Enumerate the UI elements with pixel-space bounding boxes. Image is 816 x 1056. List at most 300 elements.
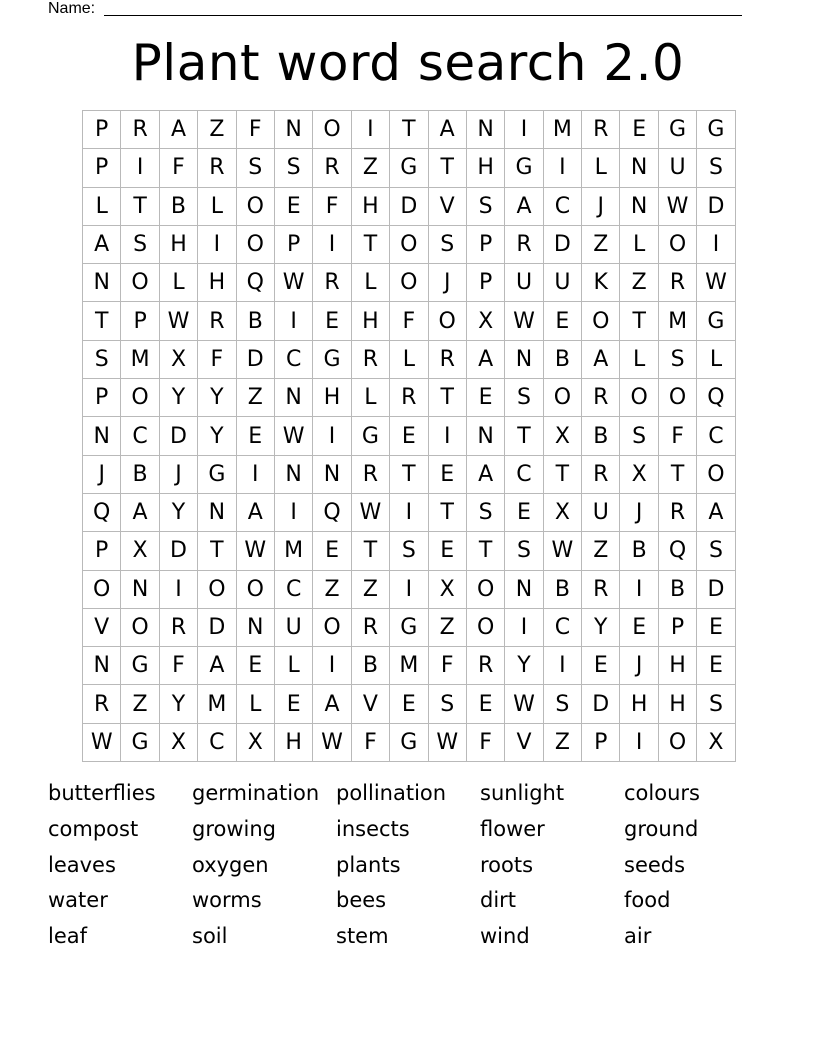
grid-cell[interactable]: G <box>121 724 159 762</box>
grid-cell[interactable]: R <box>659 264 697 302</box>
grid-cell[interactable]: I <box>198 226 236 264</box>
grid-cell[interactable]: H <box>352 302 390 340</box>
grid-cell[interactable]: M <box>390 647 428 685</box>
grid-cell[interactable]: T <box>659 456 697 494</box>
grid-cell[interactable]: X <box>620 456 658 494</box>
grid-cell[interactable]: T <box>544 456 582 494</box>
grid-cell[interactable]: W <box>505 302 543 340</box>
grid-cell[interactable]: F <box>659 417 697 455</box>
grid-cell[interactable]: I <box>275 302 313 340</box>
grid-cell[interactable]: R <box>582 111 620 149</box>
grid-cell[interactable]: D <box>697 571 735 609</box>
grid-cell[interactable]: R <box>198 149 236 187</box>
grid-cell[interactable]: P <box>467 226 505 264</box>
grid-cell[interactable]: W <box>275 264 313 302</box>
grid-cell[interactable]: I <box>390 494 428 532</box>
grid-cell[interactable]: Z <box>352 149 390 187</box>
grid-cell[interactable]: G <box>390 724 428 762</box>
grid-cell[interactable]: R <box>582 456 620 494</box>
grid-cell[interactable]: J <box>429 264 467 302</box>
grid-cell[interactable]: R <box>352 341 390 379</box>
grid-cell[interactable]: W <box>544 532 582 570</box>
grid-cell[interactable]: W <box>429 724 467 762</box>
grid-cell[interactable]: N <box>620 149 658 187</box>
grid-cell[interactable]: D <box>160 532 198 570</box>
word-list-item: stem <box>336 924 389 949</box>
grid-cell[interactable]: N <box>275 111 313 149</box>
grid-cell[interactable]: D <box>198 609 236 647</box>
grid-cell[interactable]: Z <box>121 685 159 723</box>
grid-cell[interactable]: E <box>544 302 582 340</box>
grid-cell[interactable]: I <box>121 149 159 187</box>
grid-cell[interactable]: B <box>121 456 159 494</box>
grid-cell[interactable]: X <box>544 494 582 532</box>
grid-cell[interactable]: I <box>237 456 275 494</box>
grid-cell[interactable]: E <box>313 302 351 340</box>
grid-cell[interactable]: E <box>467 685 505 723</box>
grid-cell[interactable]: E <box>237 417 275 455</box>
grid-cell[interactable]: E <box>237 647 275 685</box>
grid-cell[interactable]: A <box>121 494 159 532</box>
grid-cell[interactable]: R <box>505 226 543 264</box>
grid-cell[interactable]: S <box>237 149 275 187</box>
grid-cell[interactable]: C <box>198 724 236 762</box>
grid-cell[interactable]: F <box>429 647 467 685</box>
grid-cell[interactable]: F <box>313 188 351 226</box>
grid-cell[interactable]: O <box>313 111 351 149</box>
grid-cell[interactable]: Y <box>198 417 236 455</box>
grid-cell[interactable]: T <box>429 494 467 532</box>
grid-cell[interactable]: R <box>659 494 697 532</box>
grid-cell[interactable]: E <box>697 647 735 685</box>
grid-cell[interactable]: T <box>429 379 467 417</box>
grid-cell[interactable]: I <box>505 609 543 647</box>
grid-cell[interactable]: G <box>697 111 735 149</box>
grid-cell[interactable]: C <box>697 417 735 455</box>
grid-cell[interactable]: V <box>429 188 467 226</box>
grid-cell[interactable]: O <box>697 456 735 494</box>
grid-cell[interactable]: I <box>620 724 658 762</box>
grid-cell[interactable]: Y <box>505 647 543 685</box>
grid-cell[interactable]: Q <box>659 532 697 570</box>
grid-cell[interactable]: Z <box>198 111 236 149</box>
grid-cell[interactable]: D <box>544 226 582 264</box>
grid-cell[interactable]: E <box>467 379 505 417</box>
grid-cell[interactable]: I <box>697 226 735 264</box>
grid-cell[interactable]: S <box>429 685 467 723</box>
grid-cell[interactable]: S <box>544 685 582 723</box>
grid-cell[interactable]: E <box>697 609 735 647</box>
grid-cell[interactable]: Q <box>237 264 275 302</box>
grid-cell[interactable]: S <box>620 417 658 455</box>
grid-cell[interactable]: B <box>659 571 697 609</box>
grid-cell[interactable]: Z <box>544 724 582 762</box>
grid-cell[interactable]: N <box>83 417 121 455</box>
grid-cell[interactable]: W <box>352 494 390 532</box>
grid-cell[interactable]: S <box>390 532 428 570</box>
grid-cell[interactable]: F <box>467 724 505 762</box>
grid-cell[interactable]: X <box>121 532 159 570</box>
grid-cell[interactable]: L <box>620 226 658 264</box>
grid-cell[interactable]: B <box>620 532 658 570</box>
grid-cell[interactable]: A <box>237 494 275 532</box>
grid-cell[interactable]: O <box>237 188 275 226</box>
grid-cell[interactable]: W <box>505 685 543 723</box>
grid-cell[interactable]: Z <box>429 609 467 647</box>
grid-cell[interactable]: T <box>390 111 428 149</box>
grid-cell[interactable]: M <box>544 111 582 149</box>
grid-cell[interactable]: E <box>582 647 620 685</box>
grid-cell[interactable]: D <box>160 417 198 455</box>
grid-cell[interactable]: L <box>352 379 390 417</box>
grid-cell[interactable]: H <box>160 226 198 264</box>
grid-cell[interactable]: H <box>620 685 658 723</box>
grid-cell[interactable]: R <box>313 149 351 187</box>
grid-cell[interactable]: G <box>697 302 735 340</box>
grid-cell[interactable]: Z <box>582 532 620 570</box>
grid-cell[interactable]: J <box>160 456 198 494</box>
grid-cell[interactable]: G <box>390 609 428 647</box>
grid-cell[interactable]: N <box>467 417 505 455</box>
grid-cell[interactable]: G <box>313 341 351 379</box>
grid-cell[interactable]: W <box>659 188 697 226</box>
grid-cell[interactable]: I <box>313 417 351 455</box>
grid-cell[interactable]: O <box>659 226 697 264</box>
grid-cell[interactable]: M <box>198 685 236 723</box>
grid-cell[interactable]: V <box>352 685 390 723</box>
grid-cell[interactable]: O <box>544 379 582 417</box>
grid-cell[interactable]: N <box>83 647 121 685</box>
letter-grid <box>82 110 736 762</box>
grid-cell[interactable]: Z <box>237 379 275 417</box>
grid-cell[interactable]: U <box>582 494 620 532</box>
grid-cell[interactable]: A <box>582 341 620 379</box>
grid-cell[interactable]: E <box>275 685 313 723</box>
grid-cell[interactable]: S <box>275 149 313 187</box>
grid-cell[interactable]: T <box>352 532 390 570</box>
grid-cell[interactable]: L <box>275 647 313 685</box>
grid-cell[interactable]: T <box>505 417 543 455</box>
grid-cell[interactable]: R <box>352 456 390 494</box>
grid-cell[interactable]: Y <box>160 685 198 723</box>
grid-cell[interactable]: O <box>659 379 697 417</box>
word-list-item: roots <box>480 852 534 877</box>
grid-cell[interactable]: F <box>160 647 198 685</box>
grid-cell[interactable]: T <box>467 532 505 570</box>
grid-cell[interactable]: Q <box>697 379 735 417</box>
grid-cell[interactable]: T <box>198 532 236 570</box>
grid-cell[interactable]: S <box>83 341 121 379</box>
grid-cell[interactable]: O <box>121 379 159 417</box>
grid-cell[interactable]: C <box>544 609 582 647</box>
grid-cell[interactable]: P <box>83 532 121 570</box>
grid-cell[interactable]: E <box>620 609 658 647</box>
grid-cell[interactable]: R <box>83 685 121 723</box>
grid-cell[interactable]: W <box>83 724 121 762</box>
grid-cell[interactable]: N <box>121 571 159 609</box>
grid-cell[interactable]: X <box>544 417 582 455</box>
word-list-item: food <box>624 888 671 913</box>
grid-cell[interactable]: I <box>620 571 658 609</box>
grid-cell[interactable]: E <box>505 494 543 532</box>
grid-cell[interactable]: I <box>429 417 467 455</box>
grid-cell[interactable]: Z <box>352 571 390 609</box>
grid-cell[interactable]: S <box>505 532 543 570</box>
grid-cell[interactable]: E <box>390 685 428 723</box>
grid-cell[interactable]: C <box>544 188 582 226</box>
grid-cell[interactable]: W <box>313 724 351 762</box>
grid-cell[interactable]: M <box>121 341 159 379</box>
grid-cell[interactable]: P <box>659 609 697 647</box>
grid-cell[interactable]: G <box>505 149 543 187</box>
grid-cell[interactable]: D <box>582 685 620 723</box>
grid-cell[interactable]: C <box>505 456 543 494</box>
grid-cell[interactable]: P <box>467 264 505 302</box>
grid-cell[interactable]: T <box>83 302 121 340</box>
grid-cell[interactable]: Q <box>83 494 121 532</box>
grid-cell[interactable]: L <box>697 341 735 379</box>
grid-cell[interactable]: I <box>275 494 313 532</box>
grid-cell[interactable]: O <box>198 571 236 609</box>
grid-cell[interactable]: H <box>467 149 505 187</box>
grid-cell[interactable]: I <box>313 226 351 264</box>
grid-cell[interactable]: P <box>83 111 121 149</box>
grid-cell[interactable]: M <box>659 302 697 340</box>
grid-cell[interactable]: Z <box>620 264 658 302</box>
grid-cell[interactable]: O <box>121 609 159 647</box>
grid-cell[interactable]: G <box>352 417 390 455</box>
grid-cell[interactable]: P <box>121 302 159 340</box>
grid-cell[interactable]: Y <box>582 609 620 647</box>
grid-cell[interactable]: O <box>467 571 505 609</box>
grid-cell[interactable]: N <box>275 456 313 494</box>
grid-cell[interactable]: R <box>313 264 351 302</box>
grid-cell[interactable]: B <box>544 341 582 379</box>
grid-cell[interactable]: D <box>697 188 735 226</box>
grid-cell[interactable]: A <box>429 111 467 149</box>
grid-cell[interactable]: L <box>582 149 620 187</box>
grid-cell[interactable]: F <box>390 302 428 340</box>
grid-cell[interactable]: E <box>275 188 313 226</box>
grid-cell[interactable]: W <box>237 532 275 570</box>
grid-cell[interactable]: I <box>313 647 351 685</box>
grid-cell[interactable]: W <box>160 302 198 340</box>
grid-cell[interactable]: N <box>313 456 351 494</box>
grid-cell[interactable]: X <box>697 724 735 762</box>
grid-cell[interactable]: R <box>429 341 467 379</box>
grid-cell[interactable]: O <box>83 571 121 609</box>
grid-cell[interactable]: V <box>505 724 543 762</box>
grid-cell[interactable]: W <box>697 264 735 302</box>
grid-cell[interactable]: S <box>505 379 543 417</box>
grid-cell[interactable]: R <box>160 609 198 647</box>
word-list-item: sunlight <box>480 781 565 805</box>
grid-cell[interactable]: G <box>198 456 236 494</box>
grid-cell[interactable]: N <box>505 341 543 379</box>
grid-cell[interactable]: O <box>582 302 620 340</box>
word-list-item: worms <box>192 888 262 913</box>
grid-cell[interactable]: X <box>467 302 505 340</box>
grid-cell[interactable]: R <box>467 647 505 685</box>
grid-cell[interactable]: Z <box>582 226 620 264</box>
grid-cell[interactable]: G <box>659 111 697 149</box>
grid-cell[interactable]: O <box>429 302 467 340</box>
grid-cell[interactable]: P <box>582 724 620 762</box>
grid-cell[interactable]: U <box>659 149 697 187</box>
grid-cell[interactable]: U <box>275 609 313 647</box>
grid-cell[interactable]: R <box>390 379 428 417</box>
grid-cell[interactable]: L <box>237 685 275 723</box>
grid-cell[interactable]: L <box>390 341 428 379</box>
grid-cell[interactable]: E <box>429 456 467 494</box>
grid-cell[interactable]: C <box>121 417 159 455</box>
grid-cell[interactable]: R <box>198 302 236 340</box>
grid-cell[interactable]: E <box>313 532 351 570</box>
grid-cell[interactable]: D <box>237 341 275 379</box>
grid-cell[interactable]: E <box>620 111 658 149</box>
grid-cell[interactable]: O <box>659 724 697 762</box>
grid-cell[interactable]: S <box>697 149 735 187</box>
grid-cell[interactable]: T <box>390 456 428 494</box>
grid-cell[interactable]: O <box>390 226 428 264</box>
grid-cell[interactable]: H <box>198 264 236 302</box>
grid-cell[interactable]: F <box>237 111 275 149</box>
grid-cell[interactable]: Q <box>313 494 351 532</box>
word-list-item: growing <box>192 816 276 841</box>
word-list-item: leaf <box>48 924 88 949</box>
grid-cell[interactable]: F <box>352 724 390 762</box>
grid-cell[interactable]: I <box>352 111 390 149</box>
word-list-item: ground <box>624 816 699 841</box>
grid-cell[interactable]: J <box>620 494 658 532</box>
grid-cell[interactable]: O <box>620 379 658 417</box>
grid-cell[interactable]: Y <box>160 494 198 532</box>
grid-cell[interactable]: H <box>275 724 313 762</box>
grid-cell[interactable]: L <box>620 341 658 379</box>
grid-cell[interactable]: F <box>160 149 198 187</box>
grid-cell[interactable]: N <box>620 188 658 226</box>
grid-cell[interactable]: O <box>121 264 159 302</box>
grid-cell[interactable]: J <box>83 456 121 494</box>
grid-cell[interactable]: L <box>160 264 198 302</box>
grid-cell[interactable]: S <box>467 188 505 226</box>
grid-cell[interactable]: E <box>429 532 467 570</box>
grid-cell[interactable]: L <box>198 188 236 226</box>
grid-cell[interactable]: I <box>160 571 198 609</box>
grid-cell[interactable]: X <box>429 571 467 609</box>
grid-cell[interactable]: K <box>582 264 620 302</box>
grid-cell[interactable]: P <box>83 379 121 417</box>
grid-cell[interactable]: N <box>83 264 121 302</box>
grid-cell[interactable]: S <box>659 341 697 379</box>
grid-cell[interactable]: A <box>313 685 351 723</box>
grid-cell[interactable]: R <box>121 111 159 149</box>
grid-cell[interactable]: A <box>505 188 543 226</box>
grid-cell[interactable]: T <box>620 302 658 340</box>
grid-cell[interactable]: H <box>659 685 697 723</box>
grid-cell[interactable]: O <box>467 609 505 647</box>
grid-cell[interactable]: U <box>505 264 543 302</box>
grid-cell[interactable]: C <box>275 341 313 379</box>
grid-cell[interactable]: M <box>275 532 313 570</box>
grid-cell[interactable]: O <box>313 609 351 647</box>
grid-cell[interactable]: F <box>198 341 236 379</box>
grid-cell[interactable]: H <box>352 188 390 226</box>
grid-cell[interactable]: R <box>352 609 390 647</box>
grid-cell[interactable]: C <box>275 571 313 609</box>
grid-cell[interactable]: S <box>429 226 467 264</box>
grid-cell[interactable]: G <box>390 149 428 187</box>
grid-cell[interactable]: N <box>198 494 236 532</box>
grid-cell[interactable]: N <box>275 379 313 417</box>
grid-cell[interactable]: H <box>313 379 351 417</box>
grid-cell[interactable]: X <box>160 341 198 379</box>
grid-cell[interactable]: A <box>697 494 735 532</box>
grid-cell[interactable]: A <box>160 111 198 149</box>
grid-cell[interactable]: X <box>160 724 198 762</box>
grid-cell[interactable]: T <box>429 149 467 187</box>
grid-cell[interactable]: W <box>275 417 313 455</box>
grid-cell[interactable]: I <box>390 571 428 609</box>
grid-cell[interactable]: A <box>83 226 121 264</box>
grid-cell[interactable]: O <box>237 226 275 264</box>
grid-cell[interactable]: S <box>697 532 735 570</box>
grid-cell[interactable]: I <box>505 111 543 149</box>
grid-cell[interactable]: L <box>83 188 121 226</box>
grid-cell[interactable]: B <box>237 302 275 340</box>
grid-cell[interactable]: P <box>83 149 121 187</box>
grid-cell[interactable]: V <box>83 609 121 647</box>
grid-cell[interactable]: L <box>352 264 390 302</box>
grid-cell[interactable]: E <box>390 417 428 455</box>
grid-cell[interactable]: S <box>121 226 159 264</box>
grid-cell[interactable]: S <box>697 685 735 723</box>
grid-cell[interactable]: Y <box>198 379 236 417</box>
grid-cell[interactable]: O <box>390 264 428 302</box>
grid-cell[interactable]: U <box>544 264 582 302</box>
name-field[interactable] <box>48 0 742 18</box>
grid-cell[interactable]: O <box>237 571 275 609</box>
word-list-item: germination <box>192 781 320 805</box>
grid-cell[interactable]: R <box>582 571 620 609</box>
grid-cell[interactable]: B <box>544 571 582 609</box>
grid-cell[interactable]: A <box>467 456 505 494</box>
grid-cell[interactable]: H <box>659 647 697 685</box>
grid-cell[interactable]: X <box>237 724 275 762</box>
grid-cell[interactable]: S <box>467 494 505 532</box>
grid-cell[interactable]: B <box>582 417 620 455</box>
grid-cell[interactable]: B <box>160 188 198 226</box>
grid-cell[interactable]: Z <box>313 571 351 609</box>
grid-cell[interactable]: I <box>544 647 582 685</box>
grid-cell[interactable]: T <box>121 188 159 226</box>
grid-cell[interactable]: N <box>467 111 505 149</box>
grid-cell[interactable]: B <box>352 647 390 685</box>
grid-cell[interactable]: N <box>505 571 543 609</box>
grid-cell[interactable]: J <box>582 188 620 226</box>
grid-cell[interactable]: A <box>198 647 236 685</box>
grid-cell[interactable]: T <box>352 226 390 264</box>
grid-cell[interactable]: A <box>467 341 505 379</box>
grid-cell[interactable]: P <box>275 226 313 264</box>
grid-cell[interactable]: D <box>390 188 428 226</box>
grid-cell[interactable]: G <box>121 647 159 685</box>
grid-cell[interactable]: Y <box>160 379 198 417</box>
grid-cell[interactable]: R <box>582 379 620 417</box>
grid-cell[interactable]: J <box>620 647 658 685</box>
grid-cell[interactable]: N <box>237 609 275 647</box>
grid-cell[interactable]: I <box>544 149 582 187</box>
